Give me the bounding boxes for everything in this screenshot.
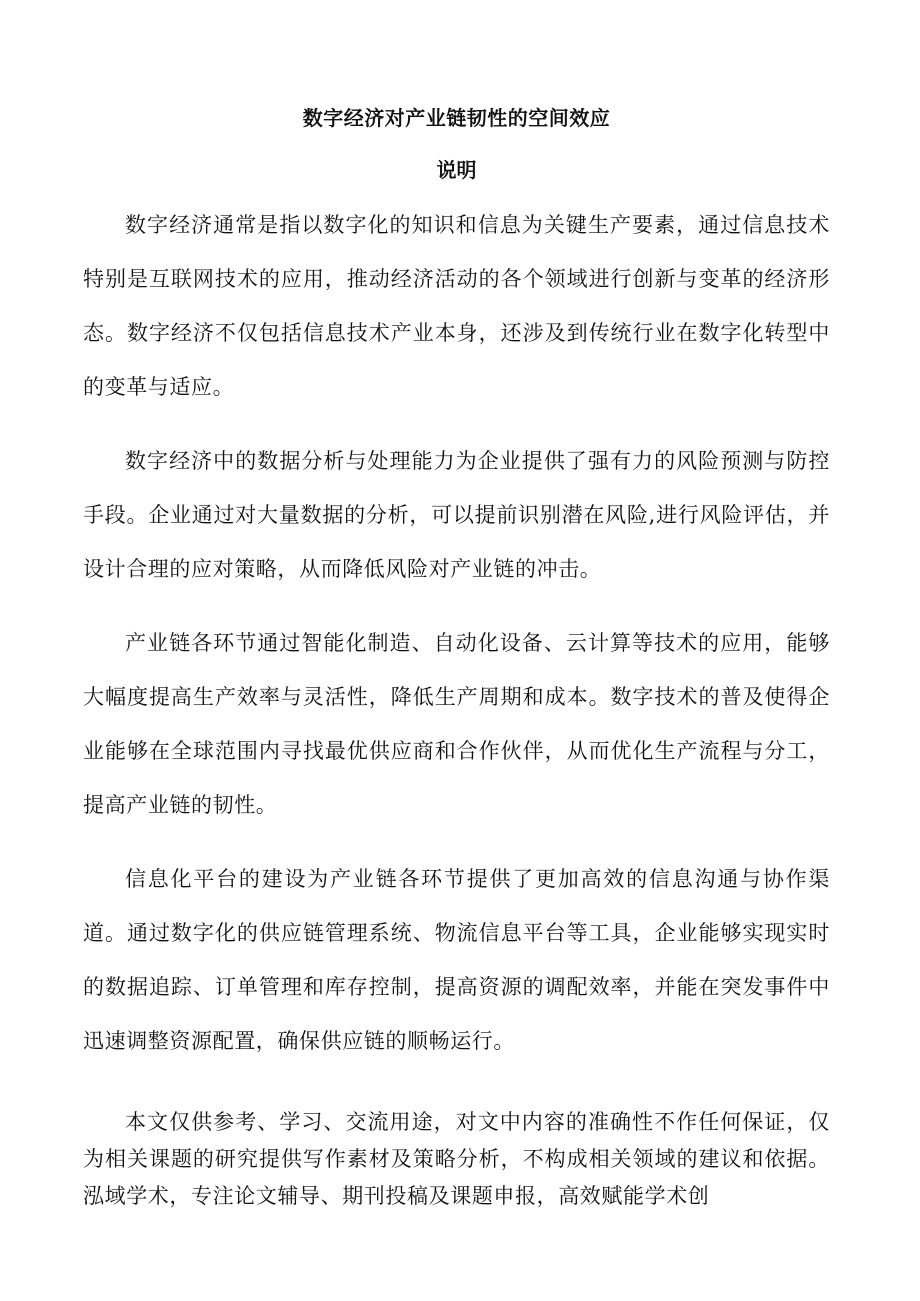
- document-title: 数字经济对产业链韧性的空间效应: [302, 106, 611, 130]
- paragraph-digital-economy-definition: 数字经济通常是指以数字化的知识和信息为关键生产要素，通过信息技术特别是互联网技术的应用，推动经济活动的各个领域进行创新与变革的经济形态。数字经济不仅包括信息技术产业本身，还涉及到传统行业在数字化转型中的变革与适应。: [83, 213, 830, 399]
- paragraph-information-platform: 信息化平台的建设为产业链各环节提供了更加高效的信息沟通与协作渠道。通过数字化的供应链管理系统、物流信息平台等工具，企业能够实现实时的数据追踪、订单管理和库存控制，提高资源的调配效率，并能在突发事件中迅速调整资源配置，确保供应链的顺畅运行。: [83, 867, 830, 1053]
- paragraph-production-efficiency: 产业链各环节通过智能化制造、自动化设备、云计算等技术的应用，能够大幅度提高生产效率与灵活性，降低生产周期和成本。数字技术的普及使得企业能够在全球范围内寻找最优供应商和合作伙伴，从而优化生产流程与分工，提高产业链的韧性。: [83, 631, 830, 817]
- document-subtitle: 说明: [436, 158, 477, 182]
- disclaimer-text: 本文仅供参考、学习、交流用途，对文中内容的准确性不作任何保证，仅为相关课题的研究提供写作素材及策略分析，不构成相关领域的建议和依据。泓域学术，专注论文辅导、期刊投稿及课题申报，高效赋能学术创: [83, 1110, 830, 1208]
- paragraph-risk-prediction: 数字经济中的数据分析与处理能力为企业提供了强有力的风险预测与防控手段。企业通过对大量数据的分析，可以提前识别潜在风险,进行风险评估，并设计合理的应对策略，从而降低风险对产业链的冲击。: [83, 449, 830, 581]
